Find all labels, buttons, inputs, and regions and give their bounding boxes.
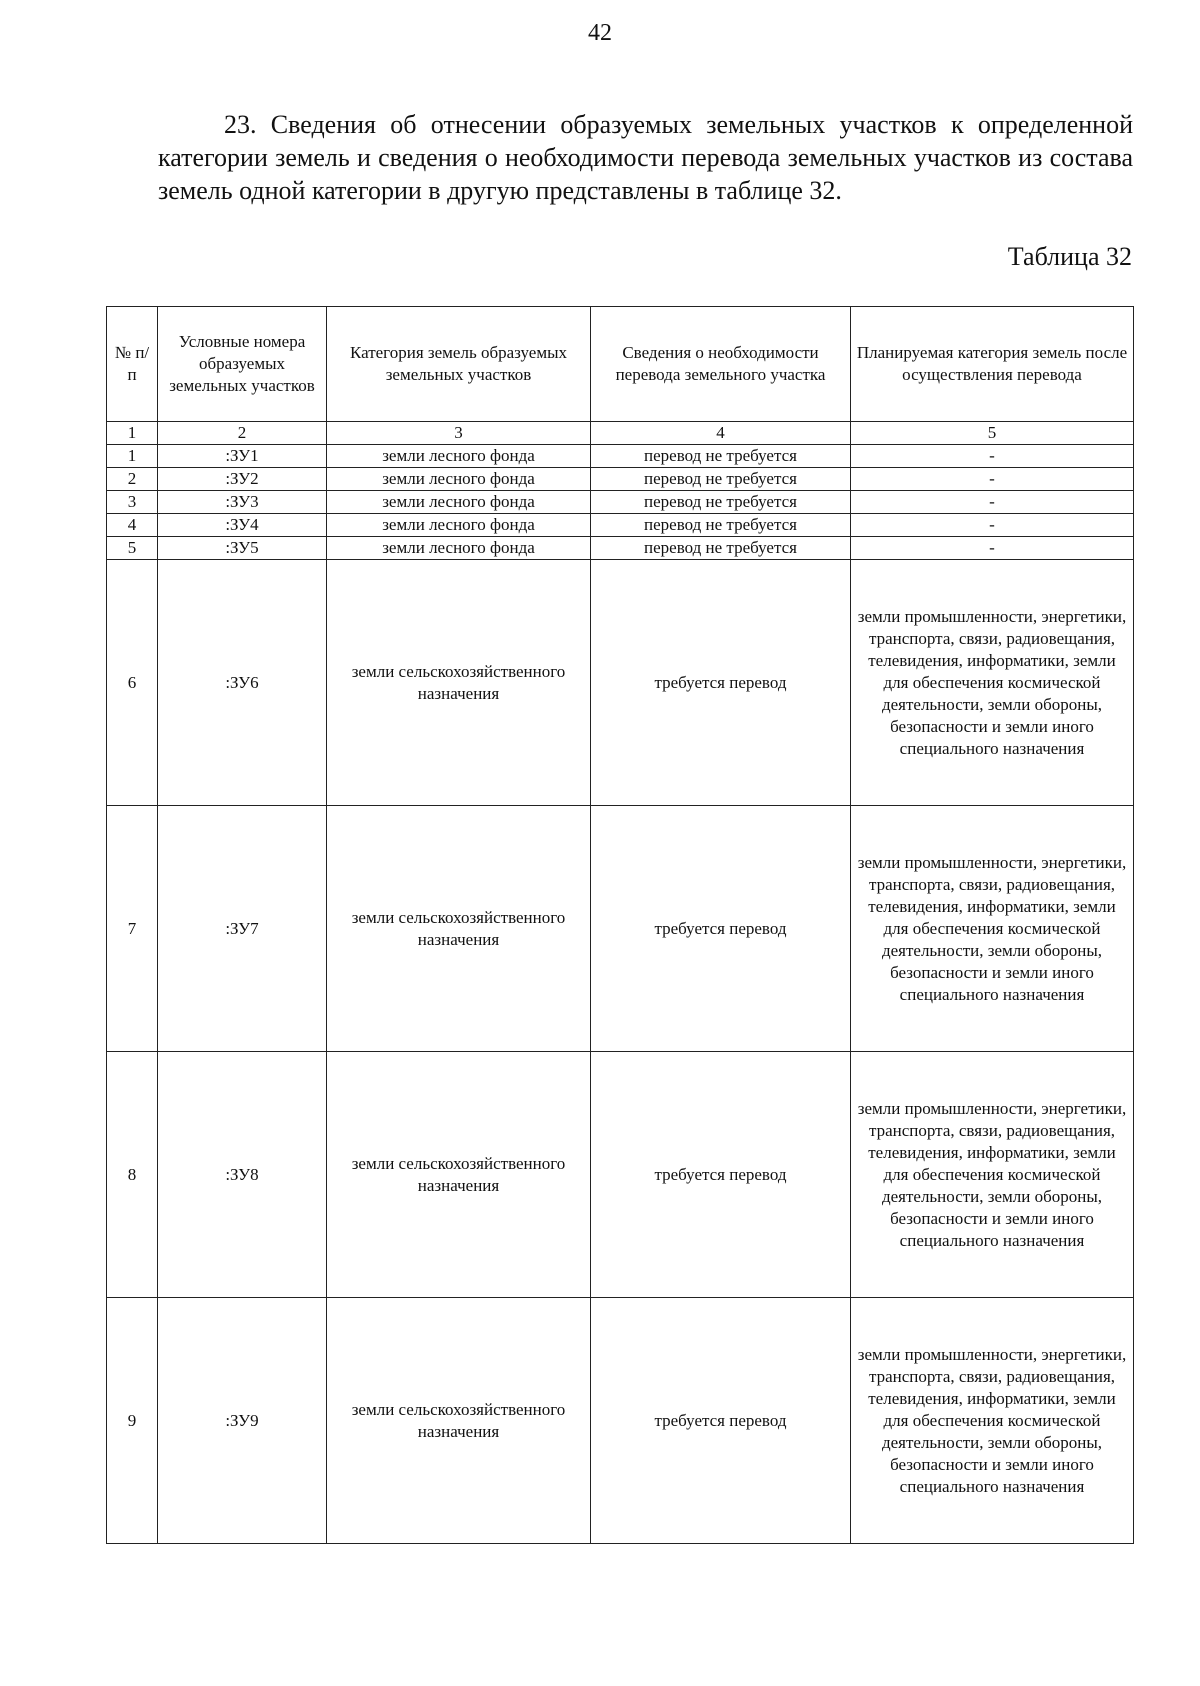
land-category-cell: земли лесного фонда [327, 468, 591, 491]
table-row [107, 445, 1134, 468]
parcel-id-cell: :ЗУ8 [158, 1052, 327, 1298]
transfer-info-cell: перевод не требуется [591, 468, 851, 491]
land-category-cell: земли лесного фонда [327, 491, 591, 514]
table-row [107, 560, 1134, 806]
planned-category-cell: - [851, 491, 1134, 514]
transfer-info-cell: требуется перевод [591, 1298, 851, 1544]
page-number: 42 [588, 20, 612, 46]
table-row [107, 1298, 1134, 1544]
column-number-cell: 1 [107, 422, 158, 445]
planned-category-cell: земли промышленности, энергетики, транспорта, связи, радиовещания, телевидения, информатики, земли для обеспечения космической деятельности, земли обороны, безопасности и земли иного специального назначения [851, 1298, 1134, 1544]
land-category-cell: земли лесного фонда [327, 514, 591, 537]
land-category-cell: земли сельскохозяйственного назначения [327, 806, 591, 1052]
column-number-cell: 4 [591, 422, 851, 445]
planned-category-cell: - [851, 514, 1134, 537]
row-number-cell: 9 [107, 1298, 158, 1544]
column-number-cell: 3 [327, 422, 591, 445]
land-category-cell: земли лесного фонда [327, 445, 591, 468]
table-row [107, 806, 1134, 1052]
row-number-cell: 3 [107, 491, 158, 514]
planned-category-cell: - [851, 468, 1134, 491]
header-cell: Сведения о необходимости перевода земельного участка [591, 307, 851, 422]
parcel-id-cell: :ЗУ3 [158, 491, 327, 514]
table-row [107, 491, 1134, 514]
parcel-id-cell: :ЗУ1 [158, 445, 327, 468]
column-number-cell: 5 [851, 422, 1134, 445]
header-cell: Категория земель образуемых земельных участков [327, 307, 591, 422]
land-category-cell: земли лесного фонда [327, 537, 591, 560]
parcel-id-cell: :ЗУ9 [158, 1298, 327, 1544]
parcel-id-cell: :ЗУ7 [158, 806, 327, 1052]
header-cell: № п/п [107, 307, 158, 422]
land-category-table [106, 306, 1134, 1544]
column-number-cell: 2 [158, 422, 327, 445]
transfer-info-cell: требуется перевод [591, 1052, 851, 1298]
land-category-cell: земли сельскохозяйственного назначения [327, 1298, 591, 1544]
land-category-cell: земли сельскохозяйственного назначения [327, 560, 591, 806]
parcel-id-cell: :ЗУ4 [158, 514, 327, 537]
row-number-cell: 7 [107, 806, 158, 1052]
table-row [107, 537, 1134, 560]
row-number-cell: 4 [107, 514, 158, 537]
transfer-info-cell: перевод не требуется [591, 445, 851, 468]
row-number-cell: 5 [107, 537, 158, 560]
transfer-info-cell: требуется перевод [591, 560, 851, 806]
transfer-info-cell: перевод не требуется [591, 537, 851, 560]
table-row [107, 1052, 1134, 1298]
column-number-row [107, 422, 1134, 445]
header-cell: Планируемая категория земель после осуществления перевода [851, 307, 1134, 422]
table-caption: Таблица 32 [1007, 242, 1132, 271]
table-row [107, 468, 1134, 491]
planned-category-cell: земли промышленности, энергетики, транспорта, связи, радиовещания, телевидения, информатики, земли для обеспечения космической деятельности, земли обороны, безопасности и земли иного специального назначения [851, 560, 1134, 806]
planned-category-cell: земли промышленности, энергетики, транспорта, связи, радиовещания, телевидения, информатики, земли для обеспечения космической деятельности, земли обороны, безопасности и земли иного специального назначения [851, 806, 1134, 1052]
planned-category-cell: земли промышленности, энергетики, транспорта, связи, радиовещания, телевидения, информатики, земли для обеспечения космической деятельности, земли обороны, безопасности и земли иного специального назначения [851, 1052, 1134, 1298]
row-number-cell: 8 [107, 1052, 158, 1298]
transfer-info-cell: перевод не требуется [591, 491, 851, 514]
row-number-cell: 1 [107, 445, 158, 468]
parcel-id-cell: :ЗУ6 [158, 560, 327, 806]
header-cell: Условные номера образуемых земельных участков [158, 307, 327, 422]
row-number-cell: 6 [107, 560, 158, 806]
planned-category-cell: - [851, 537, 1134, 560]
transfer-info-cell: перевод не требуется [591, 514, 851, 537]
transfer-info-cell: требуется перевод [591, 806, 851, 1052]
row-number-cell: 2 [107, 468, 158, 491]
table-row [107, 514, 1134, 537]
intro-paragraph: 23. Сведения об отнесении образуемых земельных участков к определенной категории земель и сведения о необходимости перевода земельных участков из состава земель одной категории в другую представлены в таблице 32. [158, 110, 1133, 205]
planned-category-cell: - [851, 445, 1134, 468]
parcel-id-cell: :ЗУ2 [158, 468, 327, 491]
header-row [107, 307, 1134, 422]
parcel-id-cell: :ЗУ5 [158, 537, 327, 560]
land-category-cell: земли сельскохозяйственного назначения [327, 1052, 591, 1298]
